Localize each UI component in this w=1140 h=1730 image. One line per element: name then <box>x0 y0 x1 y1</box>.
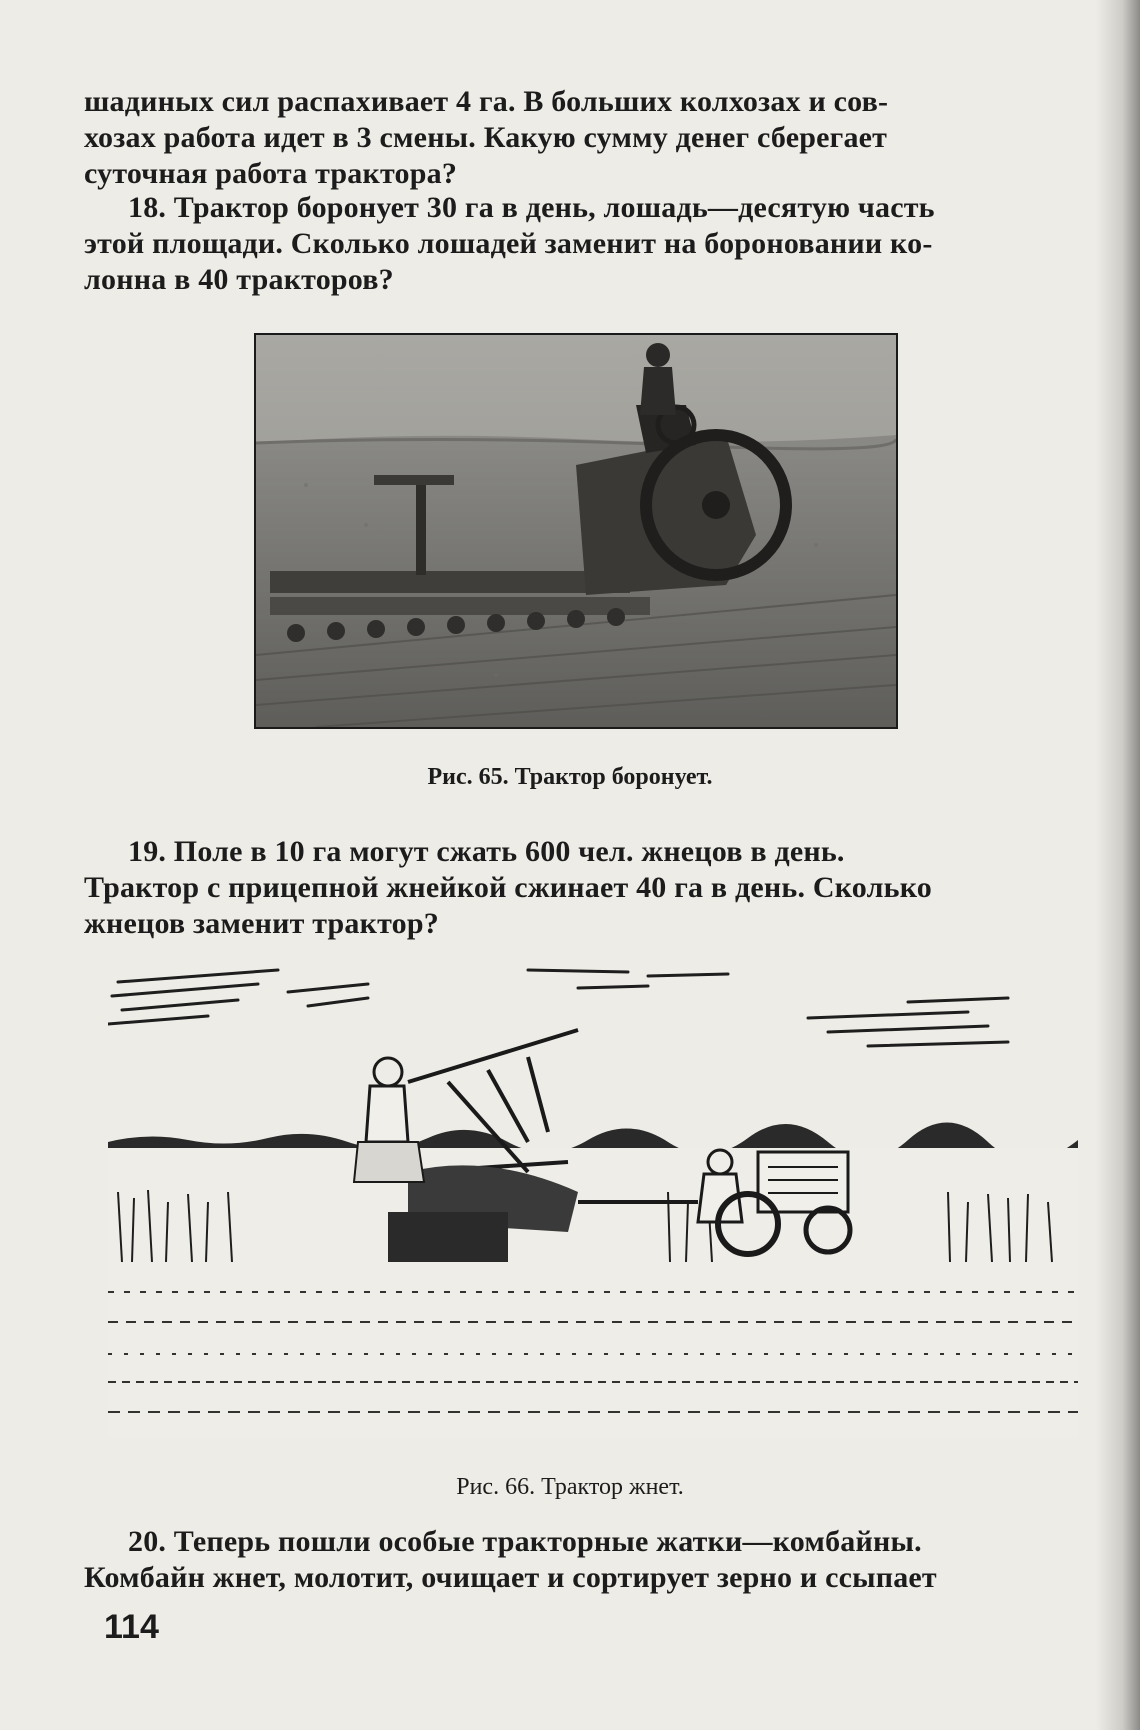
text-line: суточная работа трактора? <box>84 157 458 190</box>
page-number: 114 <box>104 1608 159 1646</box>
text-line: этой площади. Сколько лошадей заменит на бороновании ко- <box>84 227 933 260</box>
top-paragraph <box>84 84 1094 192</box>
figure-65-tractor-harrowing-photo <box>254 333 898 729</box>
problem-20 <box>84 1524 1094 1596</box>
text-line: жнецов заменит трактор? <box>84 907 439 940</box>
text-line: 18. Трактор боронует 30 га в день, лошадь—десятую часть <box>128 191 935 224</box>
problem-19 <box>84 834 1094 942</box>
text-line: 19. Поле в 10 га могут сжать 600 чел. жнецов в день. <box>128 835 845 868</box>
text-line: Трактор с прицепной жнейкой сжинает 40 га в день. Сколько <box>84 871 933 904</box>
figure-66-caption: Рис. 66. Трактор жнет. <box>456 1474 684 1500</box>
tractor-harrowing-illustration <box>256 335 896 727</box>
figure-65-caption: Рис. 65. Трактор боронует. <box>427 764 713 790</box>
text-line: Комбайн жнет, молотит, очищает и сортирует зерно и ссыпает <box>84 1561 937 1594</box>
text-line: лонна в 40 тракторов? <box>84 263 394 296</box>
text-line: шадиных сил распахивает 4 га. В больших колхозах и сов- <box>84 85 889 118</box>
page-edge-shadow <box>1096 0 1140 1730</box>
problem-18 <box>84 190 1094 298</box>
tractor-reaping-illustration <box>108 962 1078 1442</box>
text-line: 20. Теперь пошли особые тракторные жатки—комбайны. <box>128 1525 922 1558</box>
figure-66-tractor-reaping-drawing <box>108 962 1078 1442</box>
text-line: хозах работа идет в 3 смены. Какую сумму денег сберегает <box>84 121 888 154</box>
